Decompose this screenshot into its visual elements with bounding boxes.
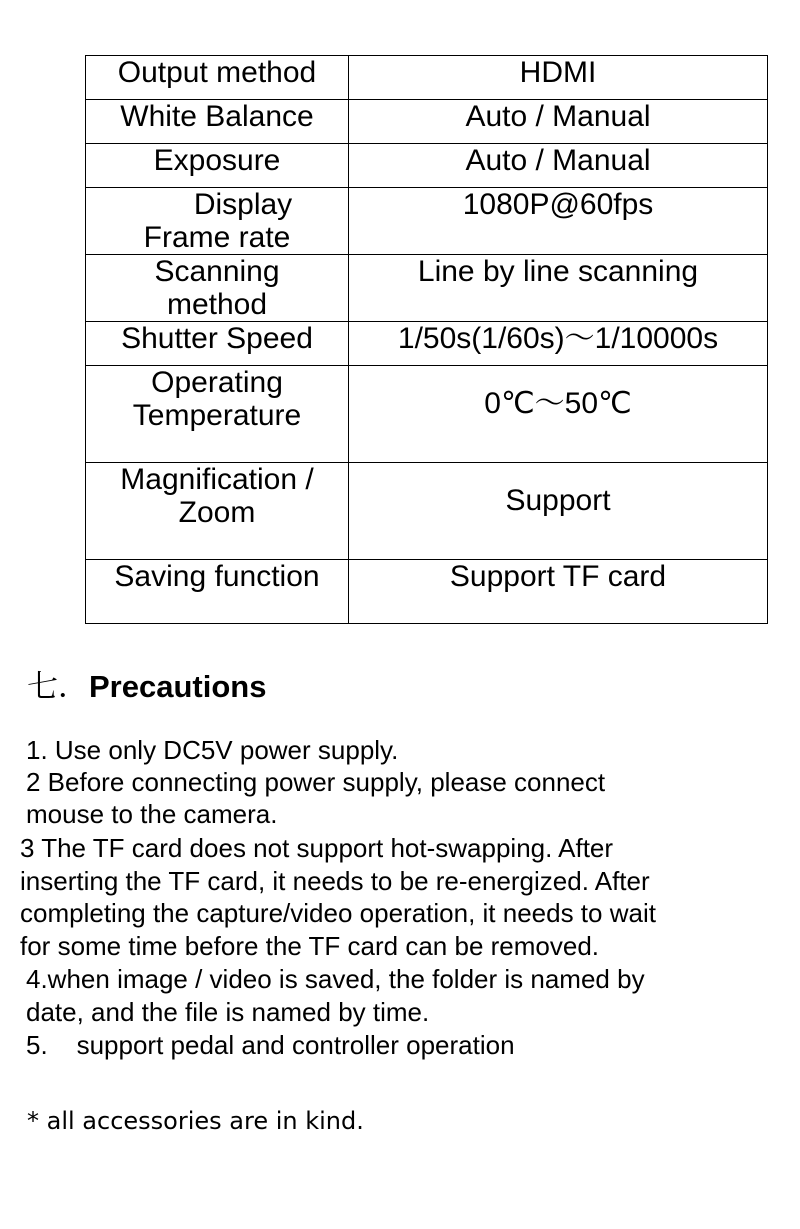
precaution-line: 2 Before connecting power supply, please connect — [26, 767, 606, 797]
spec-row-operating-temperature — [86, 366, 768, 463]
precaution-line: completing the capture/video operation, it needs to wait — [20, 898, 656, 928]
section-number: 七． — [27, 669, 89, 705]
spec-label-line: Magnification / — [120, 463, 314, 496]
precaution-line: 3 The TF card does not support hot-swapping. After — [20, 833, 614, 863]
precaution-line: 4.when image / video is saved, the folder is named by — [26, 964, 645, 994]
spec-label-line: Zoom — [178, 496, 256, 529]
spec-label: White Balance — [86, 100, 349, 144]
spec-label: Saving function — [86, 560, 349, 624]
spec-label-line: method — [166, 288, 268, 321]
spec-row-saving-function — [86, 560, 768, 624]
spec-value: Support — [349, 463, 768, 560]
section-title: Precautions — [89, 669, 267, 704]
spec-row-exposure — [86, 144, 768, 188]
spec-value: Line by line scanning — [349, 255, 768, 322]
accessories-note: * all accessories are in kind. — [27, 1107, 364, 1135]
spec-label-line: Scanning — [154, 255, 280, 288]
spec-label: Exposure — [86, 144, 349, 188]
spec-row-shutter-speed — [86, 322, 768, 366]
spec-value: HDMI — [349, 56, 768, 100]
precautions-heading — [27, 667, 266, 707]
spec-value: Auto / Manual — [349, 100, 768, 144]
spec-label-line: Frame rate — [143, 221, 291, 254]
precaution-line: inserting the TF card, it needs to be re-energized. After — [20, 866, 650, 896]
spec-label — [86, 188, 349, 255]
spec-row-output-method — [86, 56, 768, 100]
spec-label: Shutter Speed — [86, 322, 349, 366]
spec-value: Support TF card — [349, 560, 768, 624]
spec-row-magnification-zoom — [86, 463, 768, 560]
spec-label-line: Temperature — [132, 399, 302, 432]
spec-label-line: Operating — [151, 366, 283, 399]
spec-label — [86, 463, 349, 560]
precaution-line: for some time before the TF card can be removed. — [20, 931, 600, 961]
spec-label — [86, 255, 349, 322]
precaution-line: mouse to the camera. — [26, 799, 278, 829]
spec-value: 0℃～50℃ — [349, 366, 768, 463]
spec-value: 1080P@60fps — [349, 188, 768, 255]
spec-value: 1/50s(1/60s)～1/10000s — [349, 322, 768, 366]
spec-row-scanning-method — [86, 255, 768, 322]
precaution-line: 5. support pedal and controller operation — [26, 1030, 515, 1060]
spec-label: Output method — [86, 56, 349, 100]
spec-row-white-balance — [86, 100, 768, 144]
spec-label — [86, 366, 349, 463]
specification-table — [85, 55, 768, 624]
spec-value: Auto / Manual — [349, 144, 768, 188]
spec-label-line: Display — [193, 188, 293, 221]
precaution-line: 1. Use only DC5V power supply. — [26, 735, 399, 765]
spec-row-display-frame-rate — [86, 188, 768, 255]
precaution-line: date, and the file is named by time. — [26, 997, 430, 1027]
